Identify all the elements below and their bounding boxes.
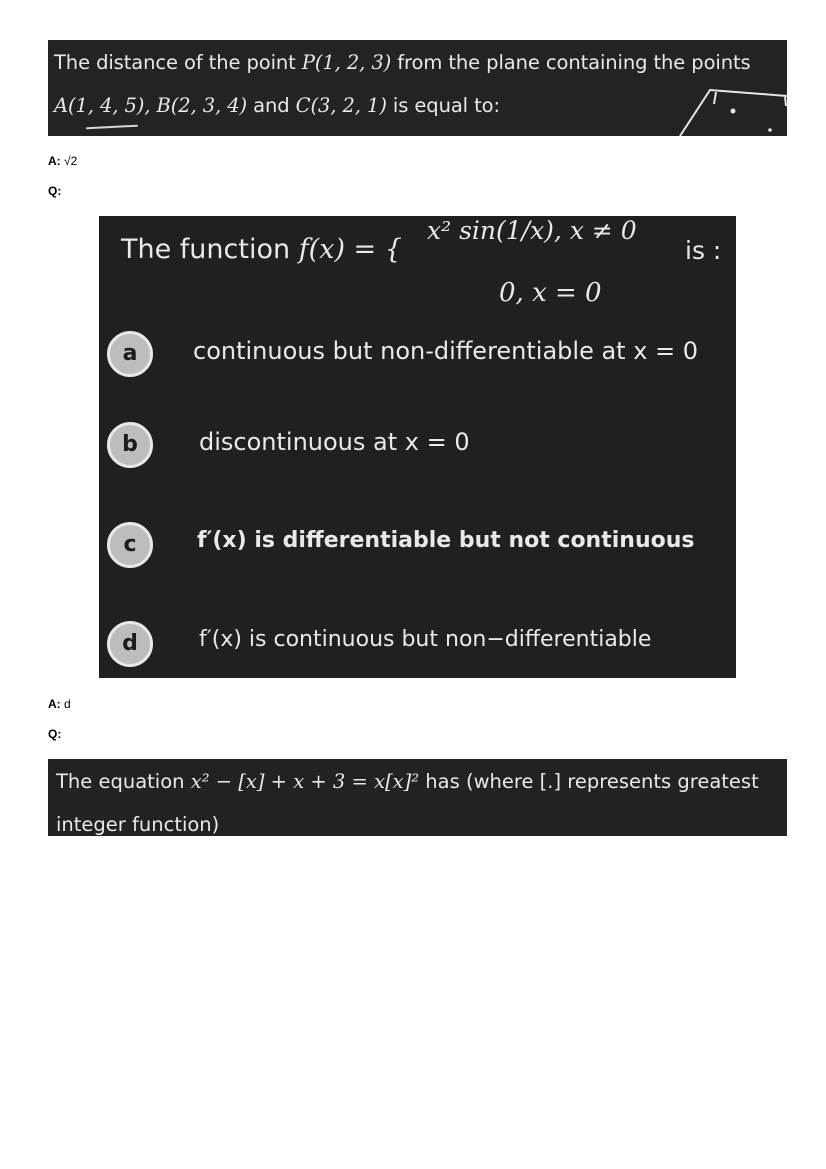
option-d bbox=[107, 621, 707, 675]
answer-label: A: bbox=[48, 154, 61, 168]
q3-text-suffix: has (where [.] represents greatest bbox=[419, 770, 759, 793]
answer-value: √2 bbox=[64, 154, 78, 168]
option-text: continuous but non-differentiable at x = 0 bbox=[193, 337, 699, 365]
q1-text-suffix: from the plane containing the points bbox=[391, 51, 751, 74]
q2-answer bbox=[48, 697, 71, 711]
handwritten-marks bbox=[48, 40, 787, 136]
option-a bbox=[107, 331, 707, 385]
question-label: Q: bbox=[48, 727, 62, 741]
option-text: discontinuous at x = 0 bbox=[199, 428, 470, 456]
q3-equation: x² − [x] + x + 3 = x[x]² bbox=[190, 770, 420, 793]
q3-label bbox=[48, 727, 61, 741]
q2-piece-2: 0, x = 0 bbox=[499, 278, 602, 308]
q1-and: and bbox=[247, 94, 296, 117]
answer-label: A: bbox=[48, 697, 61, 711]
q1-text-end: is equal to: bbox=[386, 94, 500, 117]
option-bubble: b bbox=[107, 422, 153, 468]
q3-line-1 bbox=[56, 770, 759, 793]
q1-points-ab: A(1, 4, 5), B(2, 3, 4) bbox=[54, 94, 248, 117]
option-b bbox=[107, 422, 707, 476]
q2-piece-1: x² sin(1/x), x ≠ 0 bbox=[427, 216, 637, 245]
option-bubble: d bbox=[107, 621, 153, 667]
option-bubble: c bbox=[107, 522, 153, 568]
option-bubble: a bbox=[107, 331, 153, 377]
q1-point-c: C(3, 2, 1) bbox=[295, 94, 387, 117]
answer-value: d bbox=[64, 697, 71, 711]
q2-is: is : bbox=[685, 236, 722, 265]
option-c bbox=[107, 522, 707, 576]
question-label: Q: bbox=[48, 184, 62, 198]
q2-stem-prefix: The function bbox=[121, 234, 299, 265]
q3-line-2: integer function) bbox=[56, 813, 220, 836]
q3-text-prefix: The equation bbox=[56, 770, 191, 793]
q1-point-p: P(1, 2, 3) bbox=[301, 51, 392, 74]
option-text: f′(x) is continuous but non−differentiable bbox=[199, 627, 652, 652]
q1-answer bbox=[48, 154, 77, 168]
question-3-image bbox=[48, 759, 787, 836]
q2-function: f(x) = { bbox=[298, 234, 402, 265]
question-2-image bbox=[99, 216, 736, 678]
question-1-image bbox=[48, 40, 787, 136]
q2-stem bbox=[121, 234, 402, 265]
option-text: f′(x) is differentiable but not continuous bbox=[197, 528, 695, 553]
q1-text-prefix: The distance of the point bbox=[54, 51, 302, 74]
q2-label bbox=[48, 184, 61, 198]
